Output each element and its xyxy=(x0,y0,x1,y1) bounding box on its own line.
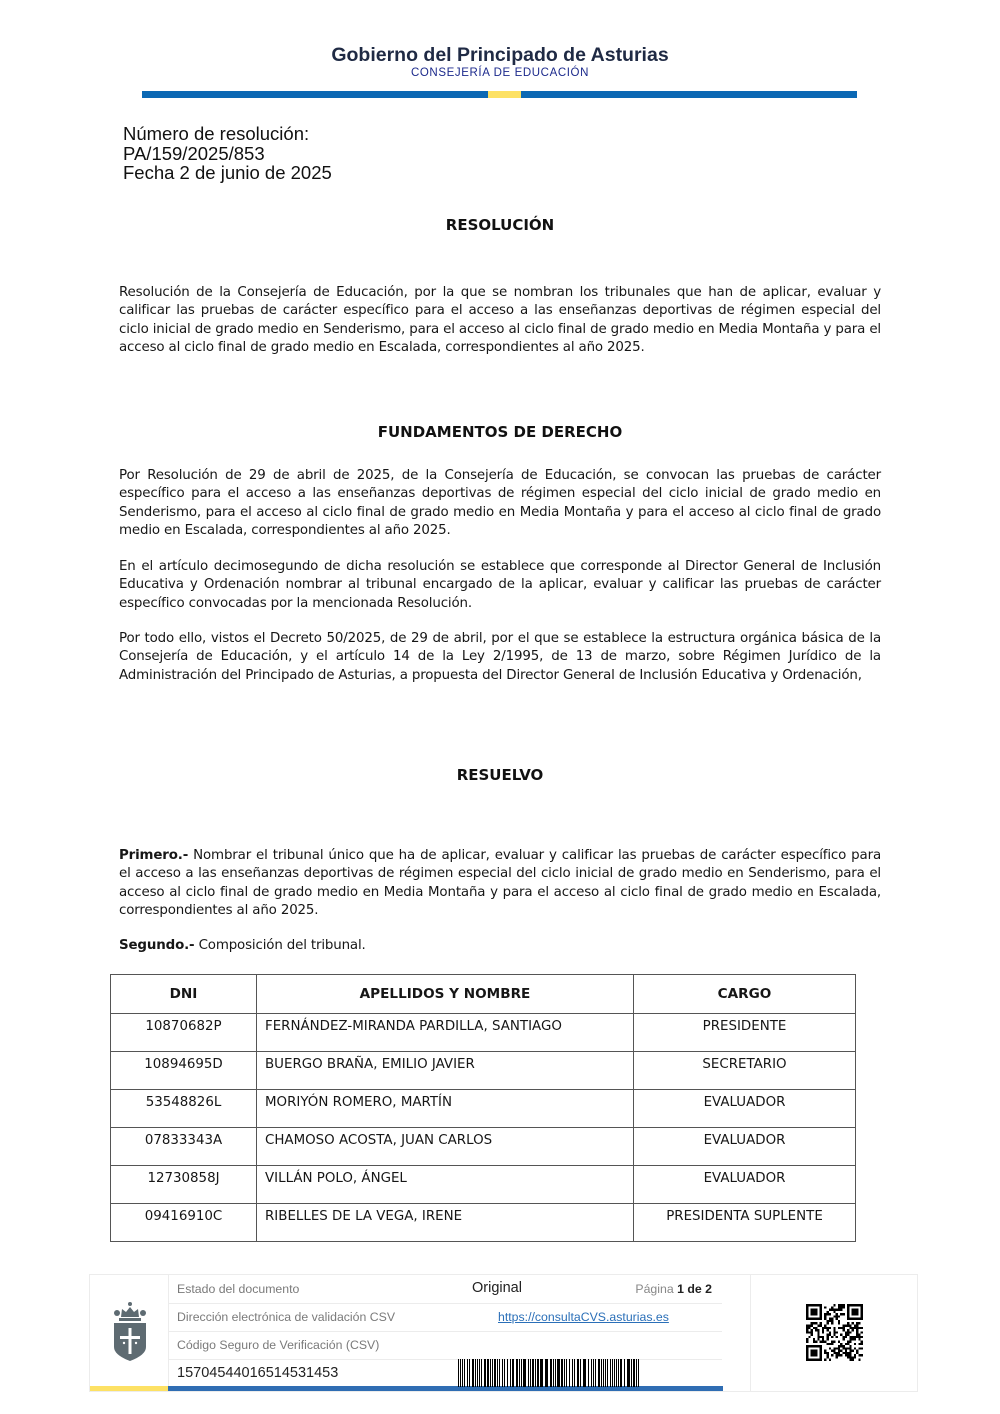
heading-fundamentos: FUNDAMENTOS DE DERECHO xyxy=(377,423,623,441)
cell-cargo: EVALUADOR xyxy=(634,1090,856,1128)
footer-row-csv-address xyxy=(169,1303,722,1332)
department-subtitle: CONSEJERÍA DE EDUCACIÓN xyxy=(410,67,590,79)
footer-logo-cell xyxy=(90,1275,169,1388)
footer-row-estado xyxy=(169,1275,722,1304)
tribunal-table xyxy=(110,974,856,1242)
fundamentos-paragraph-1: Por Resolución de 29 de abril de 2025, de la Consejería de Educación, se convocan las pruebas de carácter específico para el acceso a las enseñanzas deportivas de régimen especial del ciclo inicial de grado medio en Senderismo, para el acceso al ciclo final de grado medio en Media Montaña y para el acceso al ciclo final de grado medio en Escalada, correspondientes al año 2025. xyxy=(119,468,881,538)
cell-dni: 53548826L xyxy=(111,1090,257,1128)
fundamentos-paragraph-3: Por todo ello, vistos el Decreto 50/2025, de 29 de abril, por el que se establece la estructura orgánica básica de la Consejería de Educación, y el artículo 14 de la Ley 2/1995, de 13 de marzo, sobre Régimen Jurídico de la Administración del Principado de Asturias, a propuesta del Director General de Inclusión Educativa y Ordenación, xyxy=(119,631,881,683)
cell-name: RIBELLES DE LA VEGA, IRENE xyxy=(257,1204,634,1242)
table-row xyxy=(111,1204,856,1242)
resolution-date: Fecha 2 de junio de 2025 xyxy=(123,162,332,183)
cell-name: VILLÁN POLO, ÁNGEL xyxy=(257,1166,634,1204)
cell-dni: 07833343A xyxy=(111,1128,257,1166)
header-name: APELLIDOS Y NOMBRE xyxy=(257,975,634,1014)
table-header-row xyxy=(111,975,856,1014)
resolucion-text: Resolución de la Consejería de Educación, por la que se nombran los tribunales que han de aplicar, evaluar y calificar las pruebas de carácter específico para el acceso a las enseñanzas deportivas de régimen especial del ciclo inicial de grado medio en Senderismo, para el acceso al ciclo final de grado medio en Media Montaña y para el acceso al ciclo final de grado medio en Escalada, correspondientes al año 2025. xyxy=(119,285,881,355)
qr-code-icon xyxy=(806,1304,863,1361)
cell-cargo: SECRETARIO xyxy=(634,1052,856,1090)
cell-name: CHAMOSO ACOSTA, JUAN CARLOS xyxy=(257,1128,634,1166)
fundamentos-paragraph-2: En el artículo decimosegundo de dicha resolución se establece que corresponde al Director General de Inclusión Educativa y Ordenación nombrar al tribunal encargado de la aplicar, evaluar y calificar las pruebas de carácter específico convocadas por la mencionada Resolución. xyxy=(119,559,881,611)
page-total: 2 xyxy=(705,1282,712,1296)
cell-name: FERNÁNDEZ-MIRANDA PARDILLA, SANTIAGO xyxy=(257,1014,634,1052)
primero-label: Primero.- xyxy=(119,848,189,863)
segundo-text: Composición del tribunal. xyxy=(194,938,366,953)
cell-cargo: EVALUADOR xyxy=(634,1166,856,1204)
csv-value: 15704544016514531453 xyxy=(177,1365,339,1381)
cell-dni: 10870682P xyxy=(111,1014,257,1052)
footer-row-csv-label xyxy=(169,1331,722,1360)
resolution-number: PA/159/2025/853 xyxy=(123,142,265,164)
table-row xyxy=(111,1090,856,1128)
cell-dni: 09416910C xyxy=(111,1204,257,1242)
heading-resuelvo: RESUELVO xyxy=(456,766,544,784)
csv-address-label: Dirección electrónica de validación CSV xyxy=(177,1310,396,1324)
cell-dni: 10894695D xyxy=(111,1052,257,1090)
cell-cargo: PRESIDENTA SUPLENTE xyxy=(634,1204,856,1242)
verification-footer xyxy=(89,1274,918,1392)
header-bar-yellow-segment xyxy=(488,91,521,98)
barcode-icon xyxy=(458,1359,642,1387)
page-current: 1 xyxy=(677,1282,684,1296)
resolution-info xyxy=(123,124,332,183)
cell-name: MORIYÓN ROMERO, MARTÍN xyxy=(257,1090,634,1128)
table-row xyxy=(111,1052,856,1090)
segundo-paragraph xyxy=(119,937,881,955)
footer-yellow-bar xyxy=(90,1386,168,1391)
cell-name: BUERGO BRAÑA, EMILIO JAVIER xyxy=(257,1052,634,1090)
cell-dni: 12730858J xyxy=(111,1166,257,1204)
header-color-bar xyxy=(142,91,857,98)
page-indicator xyxy=(635,1282,712,1296)
estado-value: Original xyxy=(472,1280,522,1296)
cell-cargo: EVALUADOR xyxy=(634,1128,856,1166)
table-row xyxy=(111,1166,856,1204)
government-title: Gobierno del Principado de Asturias xyxy=(331,44,669,66)
cell-cargo: PRESIDENTE xyxy=(634,1014,856,1052)
header-cargo: CARGO xyxy=(634,975,856,1014)
resolution-number-label: Número de resolución: xyxy=(123,123,310,144)
footer-qr-cell xyxy=(750,1275,918,1391)
page-sep: de xyxy=(687,1282,702,1296)
csv-label: Código Seguro de Verificación (CSV) xyxy=(177,1338,380,1352)
segundo-label: Segundo.- xyxy=(119,938,195,953)
table-row xyxy=(111,1128,856,1166)
primero-paragraph xyxy=(119,847,881,920)
heading-resolucion: RESOLUCIÓN xyxy=(445,216,555,234)
page-prefix: Página xyxy=(635,1282,674,1296)
estado-label: Estado del documento xyxy=(177,1282,300,1296)
primero-text: Nombrar el tribunal único que ha de aplicar, evaluar y calificar las pruebas de carácter específico para el acceso a las enseñanzas deportivas de régimen especial del ciclo inicial de grado medio en Senderismo, para el acceso al ciclo final de grado medio en Media Montaña y para el acceso al ciclo final de grado medio en Escalada, correspondientes al año 2025. xyxy=(119,848,881,918)
header-dni: DNI xyxy=(111,975,257,1014)
csv-validation-link[interactable]: https://consultaCVS.asturias.es xyxy=(498,1310,669,1324)
table-row xyxy=(111,1014,856,1052)
asturias-crest-icon xyxy=(112,1301,148,1363)
